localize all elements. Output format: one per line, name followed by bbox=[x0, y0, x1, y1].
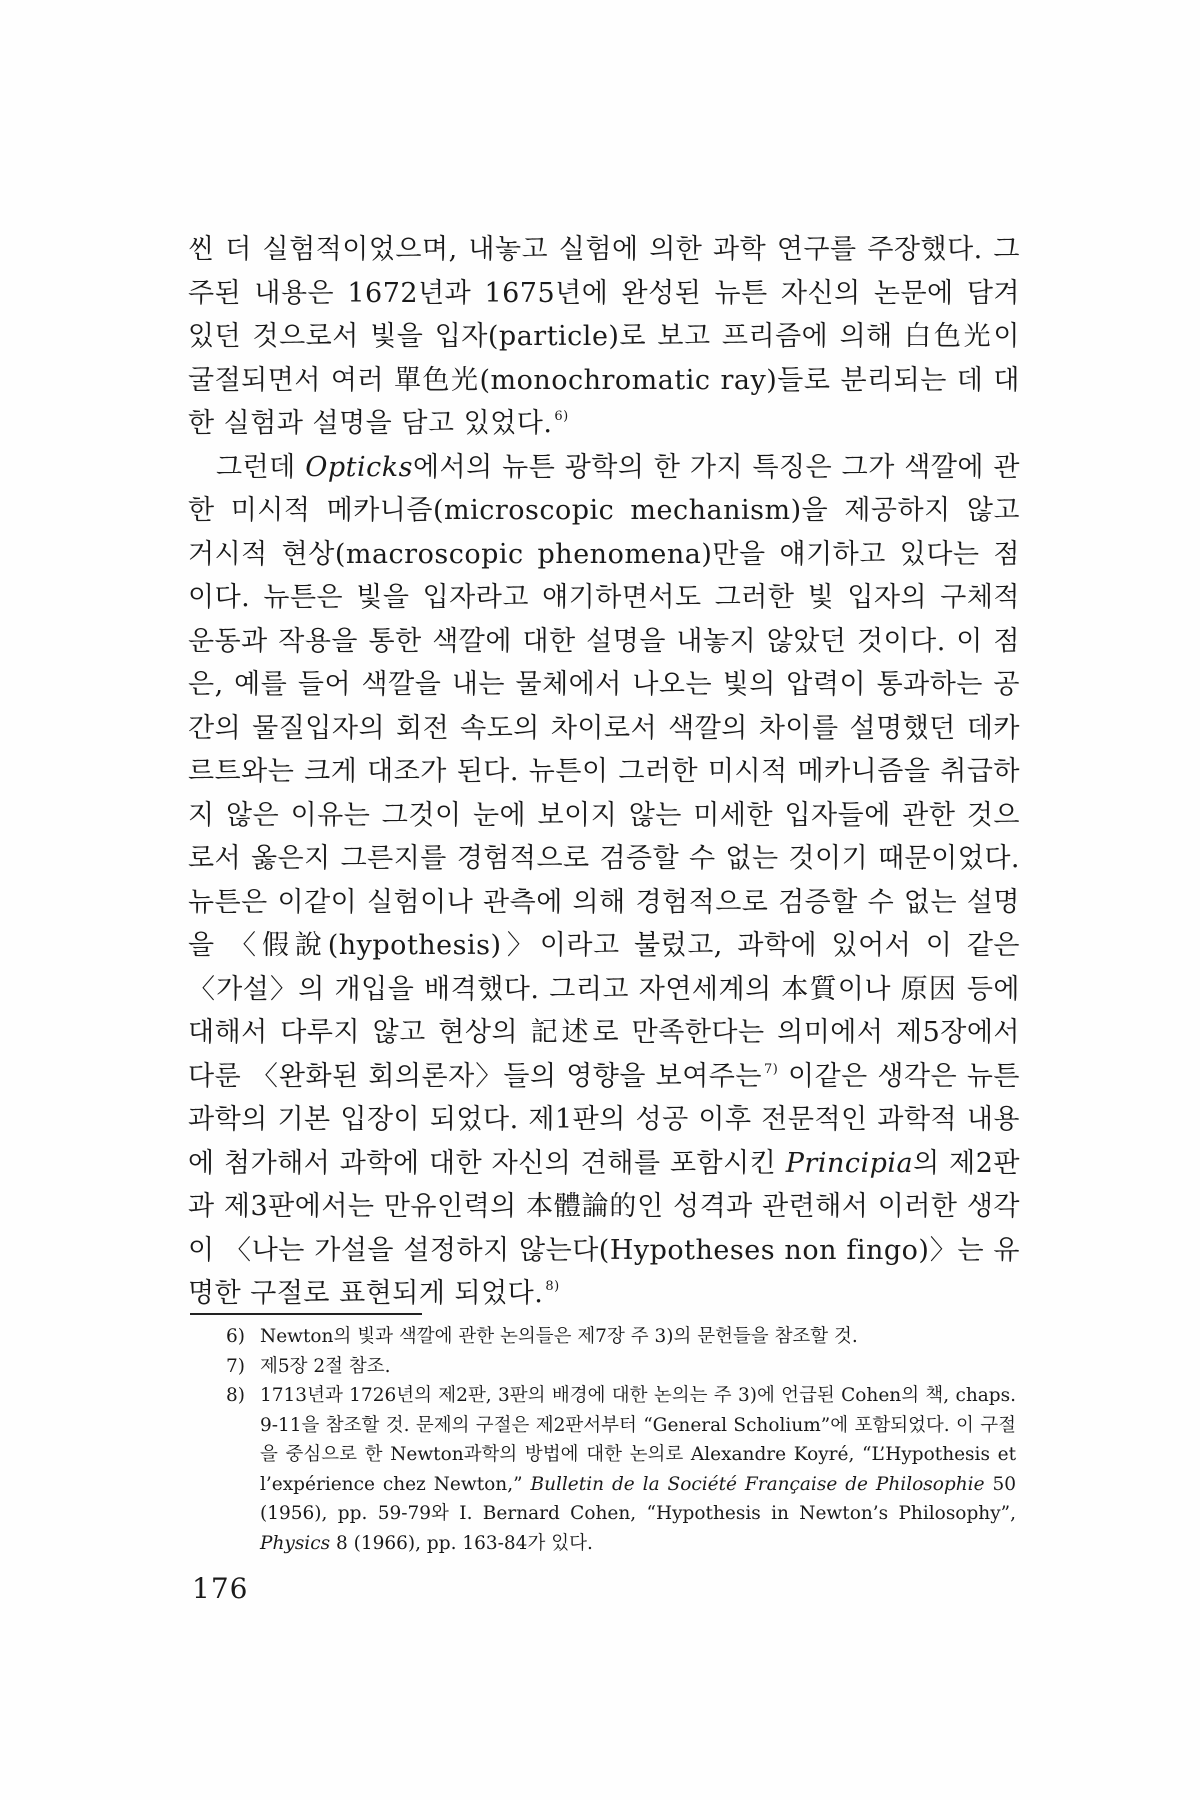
body-paragraph bbox=[188, 446, 1020, 1316]
text-run: Newton의 빛과 색깔에 관한 논의들은 제7장 주 3)의 문헌들을 참조할 것. bbox=[260, 1326, 858, 1347]
page-number: 176 bbox=[192, 1572, 249, 1605]
text-run: 이같은 생각은 뉴튼 과학의 기본 입장이 되었다. 제1판의 성공 이후 전문적인 과학적 내용에 첨가해서 과학에 대한 자신의 견해를 포함시킨 bbox=[188, 1060, 1020, 1179]
footnote-text bbox=[260, 1352, 1016, 1382]
footnote bbox=[226, 1352, 1016, 1382]
footnote-text bbox=[260, 1322, 1016, 1352]
italic-title: Bulletin de la Société Française de Philosophie bbox=[530, 1473, 985, 1495]
text-run: 제5장 2절 참조. bbox=[260, 1355, 391, 1377]
footnote bbox=[226, 1381, 1016, 1558]
body-paragraph bbox=[188, 228, 1020, 446]
text-run: 씬 더 실험적이었으며, 내놓고 실험에 의한 과학 연구를 주장했다. 그 주된 내용은 1672년과 1675년에 완성된 뉴튼 자신의 논문에 담겨 있던 것으로서 빛을 입자(particle)로 보고 프리즘에 의해 白色光이 굴절되면서 여러 單色光(monochromatic ray)들로 분리되는 데 대한 실험과 설명을 담고 있었다. bbox=[188, 234, 1020, 439]
footnote bbox=[226, 1322, 1016, 1352]
footnote-number: 8) bbox=[226, 1385, 245, 1406]
body-text bbox=[188, 228, 1020, 1316]
text-run: 에서의 뉴튼 광학의 한 가지 특징은 그가 색깔에 관한 미시적 메카니즘(microscopic mechanism)을 제공하지 않고 거시적 현상(macroscopic phenomena)만을 얘기하고 있다는 점이다. 뉴튼은 빛을 입자라고 얘기하면서도 그러한 빛 입자의 구체적 운동과 작용을 통한 색깔에 대한 설명을 내놓지 않았던 것이다. 이 점은, 예를 들어 색깔을 내는 물체에서 나오는 빛의 압력이 통과하는 공간의 물질입자의 회전 속도의 차이로서 색깔의 차이를 설명했던 데카르트와는 크게 대조가 된다. 뉴튼이 그러한 미시적 메카니즘을 취급하지 않은 이유는 그것이 눈에 보이지 않는 미세한 입자들에 관한 것으로서 옳은지 그른지를 경험적으로 검증할 수 없는 것이기 때문이었다. 뉴튼은 이같이 실험이나 관측에 의해 경험적으로 검증할 수 없는 설명을 〈假說(hypothesis)〉이라고 불렀고, 과학에 있어서 이 같은 〈가설〉의 개입을 배격했다. 그리고 자연세계의 本質이나 原因 등에 대해서 다루지 않고 현상의 記述로 만족한다는 의미에서 제5장에서 다룬 〈완화된 회의론자〉들의 영향을 보여주는 bbox=[188, 451, 1020, 1092]
italic-title: Principia bbox=[785, 1147, 914, 1179]
footnote-marker: 8) bbox=[545, 1279, 560, 1294]
footnote-text bbox=[260, 1381, 1016, 1558]
text-run: 의 제2판과 제3판에서는 만유인력의 本體論的인 성격과 관련해서 이러한 생각이 〈나는 가설을 설정하지 않는다(Hypotheses non fingo)〉는 유명한 구절로 표현되게 되었다. bbox=[188, 1147, 1020, 1309]
footnote-marker: 6) bbox=[554, 409, 569, 424]
italic-title: Opticks bbox=[305, 451, 413, 483]
footnotes bbox=[226, 1322, 1016, 1558]
italic-title: Physics bbox=[260, 1532, 331, 1554]
footnote-number: 6) bbox=[226, 1326, 245, 1347]
footnote-marker: 7) bbox=[763, 1061, 779, 1077]
footnote-number: 7) bbox=[226, 1355, 245, 1377]
text-run: 50 (1956), pp. 59-79와 I. Bernard Cohen, “Hypothesis in Newton’s Philosophy”, bbox=[260, 1473, 1017, 1524]
text-run: 8 (1966), pp. 163-84가 있다. bbox=[330, 1532, 593, 1554]
footnote-divider bbox=[190, 1313, 422, 1315]
text-run: 그런데 bbox=[216, 451, 306, 483]
text-run: 1713년과 1726년의 제2판, 3판의 배경에 대한 논의는 주 3)에 언급된 Cohen의 책, chaps. 9-11을 참조할 것. 문제의 구절은 제2판서부터 “General Scholium”에 포함되었다. 이 구절을 중심으로 한 Newton과학의 방법에 대한 논의로 Alexandre Koyré, “L’Hypothesis et l’expérience chez Newton,” bbox=[260, 1385, 1016, 1495]
